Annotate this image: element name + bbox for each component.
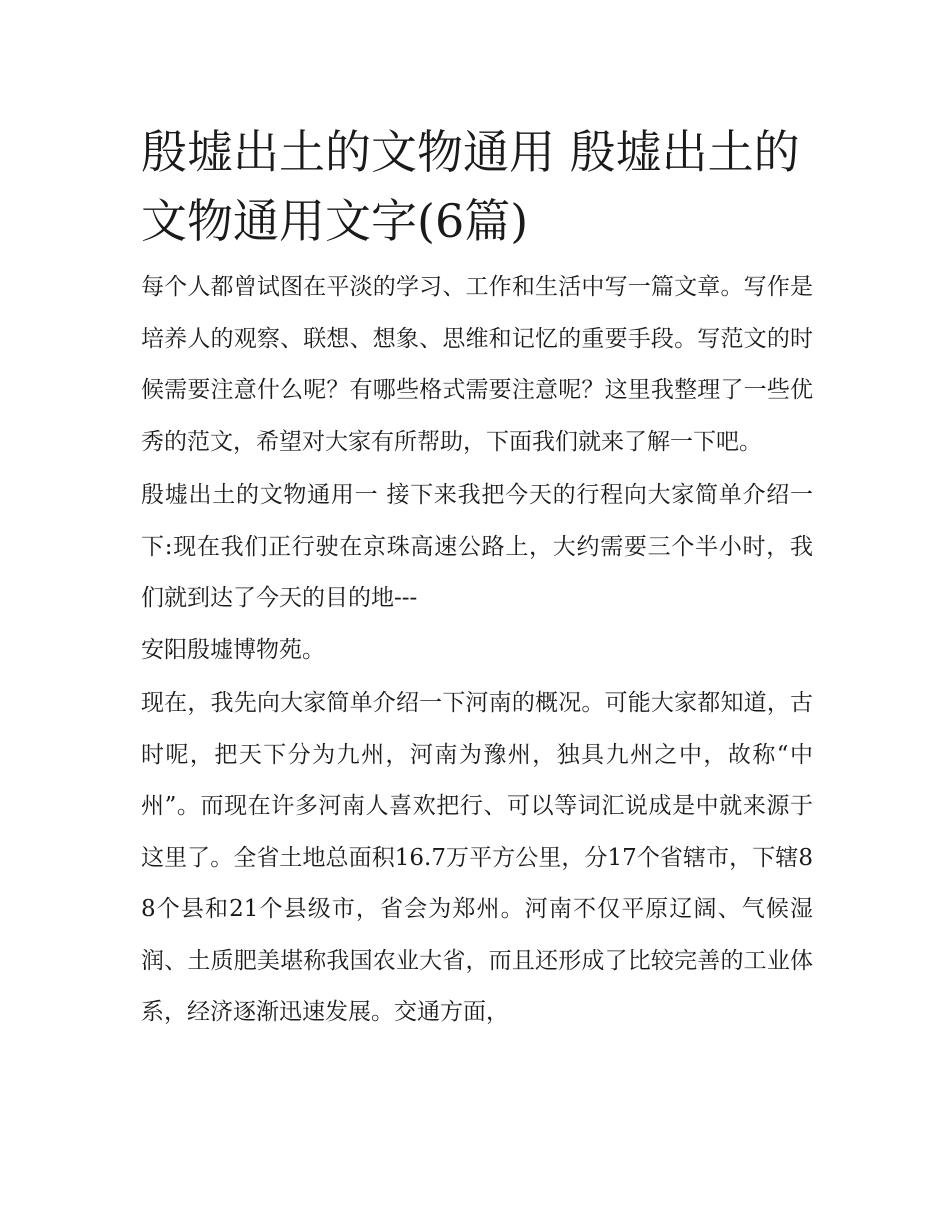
section-one-paragraph: 殷墟出土的文物通用一 接下来我把今天的行程向大家简单介绍一下:现在我们正行驶在京珠高速公路上，大约需要三个半小时，我们就到达了今天的目的地--- — [141, 482, 813, 611]
museum-name-paragraph: 安阳殷墟博物苑。 — [141, 636, 325, 663]
document-title: 殷墟出土的文物通用 殷墟出土的文物通用文字(6篇) — [141, 125, 800, 248]
henan-overview-paragraph: 现在，我先向大家简单介绍一下河南的概况。可能大家都知道，古时呢，把天下分为九州，河南为豫州，独具九州之中，故称“中州”。而现在许多河南人喜欢把行、可以等词汇说成是中就来源于这里了。全省土地总面积16.7万平方公里，分17个省辖市，下辖88个县和21个县级市，省会为郑州。河南不仅平原辽阔、气候湿润、土质肥美堪称我国农业大省，而且还形成了比较完善的工业体系，经济逐渐迅速发展。交通方面， — [141, 690, 813, 1025]
document-page — [141, 118, 813, 1039]
intro-paragraph: 每个人都曾试图在平淡的学习、工作和生活中写一篇文章。写作是培养人的观察、联想、想象、思维和记忆的重要手段。写范文的时候需要注意什么呢？有哪些格式需要注意呢？这里我整理了一些优秀的范文，希望对大家有所帮助，下面我们就来了解一下吧。 — [141, 274, 813, 455]
